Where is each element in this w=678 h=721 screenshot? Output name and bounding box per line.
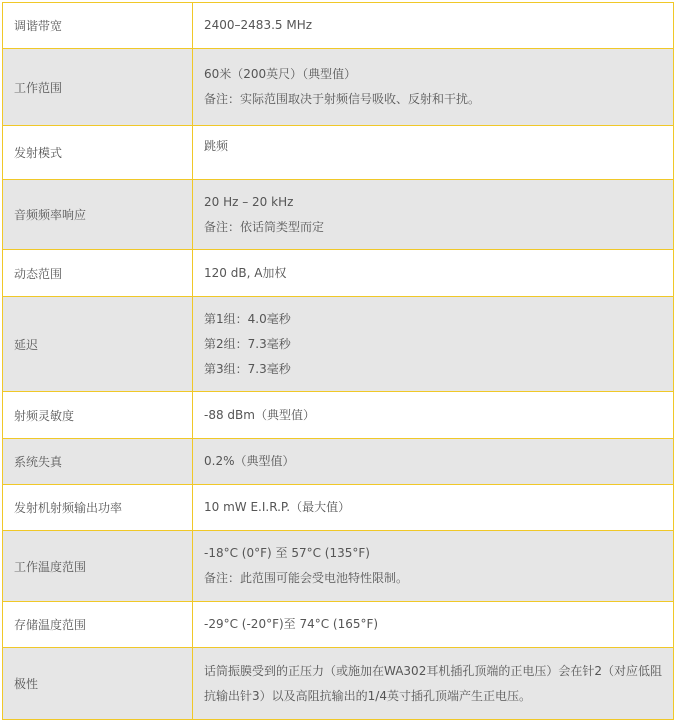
spec-note-line: 备注：此范围可能会受电池特性限制。 <box>204 571 409 585</box>
spec-value <box>193 392 674 439</box>
spec-label: 射频灵敏度 <box>3 392 193 439</box>
spec-label: 发射模式 <box>3 126 193 180</box>
spec-value <box>193 531 674 602</box>
spec-value <box>193 439 674 485</box>
spec-row-working-range <box>3 49 674 126</box>
spec-value-line: 第1组：4.0毫秒 <box>204 311 291 326</box>
spec-row-system-distortion <box>3 439 674 485</box>
spec-value-line: -29°C (-20°F)至 74°C (165°F) <box>204 617 379 631</box>
spec-value-line: 10 mW E.I.R.P.（最大值） <box>204 500 351 514</box>
spec-value-line: 2400–2483.5 MHz <box>204 18 313 32</box>
spec-value <box>193 648 674 720</box>
spec-row-polarity <box>3 648 674 720</box>
spec-value-line: 第2组：7.3毫秒 <box>204 336 291 351</box>
spec-row-rf-output-power <box>3 485 674 531</box>
spec-value-line: 20 Hz – 20 kHz <box>204 194 294 209</box>
spec-row-latency <box>3 297 674 392</box>
spec-value <box>193 250 674 297</box>
spec-label: 工作范围 <box>3 49 193 126</box>
spec-label: 音频频率响应 <box>3 180 193 250</box>
spec-value <box>193 602 674 648</box>
spec-label: 延迟 <box>3 297 193 392</box>
spec-label: 系统失真 <box>3 439 193 485</box>
spec-value <box>193 180 674 250</box>
spec-value-line: 0.2%（典型值） <box>204 454 295 468</box>
spec-value-line: 120 dB, A加权 <box>204 265 287 280</box>
spec-note-line: 备注：依话筒类型而定 <box>204 219 325 234</box>
spec-value-line: -18°C (0°F) 至 57°C (135°F) <box>204 546 370 560</box>
spec-value-line: 60米（200英尺）（典型值） <box>204 67 357 81</box>
spec-value-line: 跳频 <box>204 139 229 153</box>
spec-label: 动态范围 <box>3 250 193 297</box>
spec-label: 调谐带宽 <box>3 3 193 49</box>
spec-row-tuning-bandwidth <box>3 3 674 49</box>
spec-value-line: -88 dBm（典型值） <box>204 407 315 422</box>
spec-value <box>193 126 674 180</box>
spec-value <box>193 485 674 531</box>
spec-value <box>193 297 674 392</box>
spec-value <box>193 49 674 126</box>
spec-row-transmission-mode <box>3 126 674 180</box>
spec-label: 发射机射频输出功率 <box>3 485 193 531</box>
spec-row-storage-temperature <box>3 602 674 648</box>
spec-value-line: 话筒振膜受到的正压力（或施加在WA302耳机插孔顶端的正电压）会在针2（对应低阻抗输出针3）以及高阻抗输出的1/4英寸插孔顶端产生正电压。 <box>204 663 662 703</box>
spec-table <box>2 2 674 720</box>
spec-value-line: 第3组：7.3毫秒 <box>204 361 291 376</box>
spec-row-operating-temperature <box>3 531 674 602</box>
spec-row-rf-sensitivity <box>3 392 674 439</box>
spec-row-dynamic-range <box>3 250 674 297</box>
spec-label: 存储温度范围 <box>3 602 193 648</box>
spec-row-audio-frequency-response <box>3 180 674 250</box>
spec-note-line: 备注：实际范围取决于射频信号吸收、反射和干扰。 <box>204 92 481 106</box>
spec-label: 工作温度范围 <box>3 531 193 602</box>
spec-value <box>193 3 674 49</box>
spec-label: 极性 <box>3 648 193 720</box>
